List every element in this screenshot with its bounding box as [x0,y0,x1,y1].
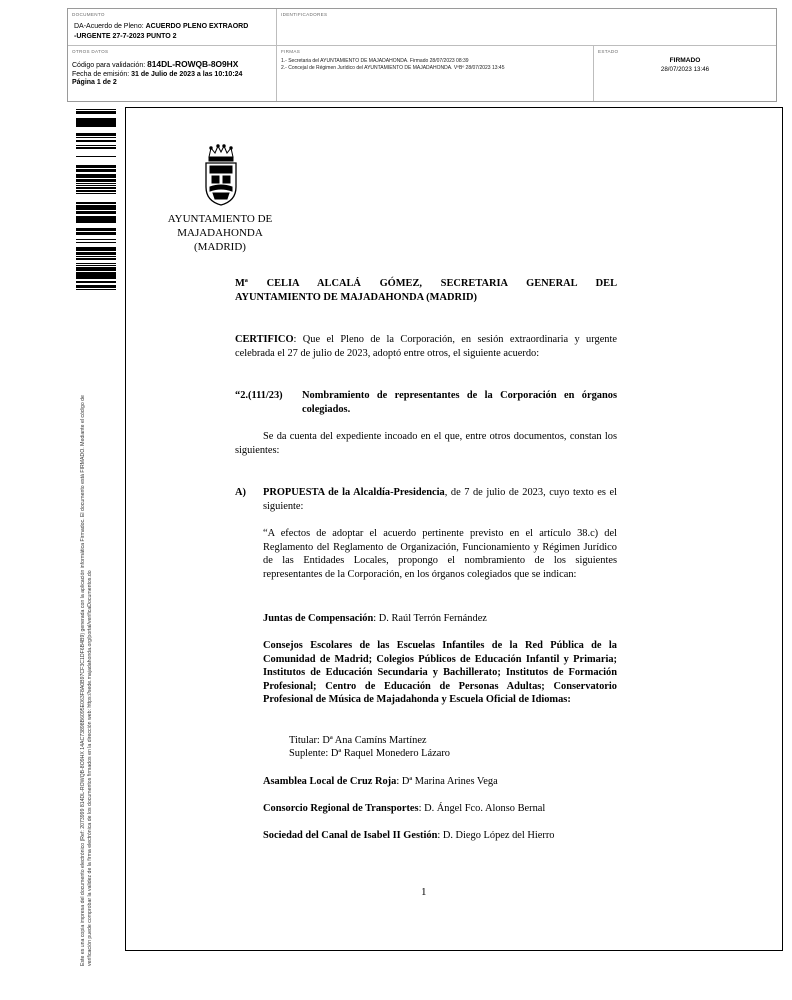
documento-cell [68,9,277,46]
side-note-line-1: Este es una copia impresa del documento electrónico (Ref: 2073999 814DL-ROWQB-8O9HX 14AC73898B6095E063F8A0B97CF3C1DF6B4B9) generada con la aplicación informática Firmadoc. El documento está FIRMADO. Mediante el código de [80,395,86,966]
firmas-cell [277,46,594,101]
org-line-3: (MADRID) [194,240,246,253]
section-letter: A) [235,487,246,498]
identificadores-cell [277,9,776,46]
coat-of-arms-icon [201,143,241,207]
page-number: 1 [421,886,427,898]
canal-label: Sociedad del Canal de Isabel II Gestión [263,830,438,841]
documento-prefix: DA-Acuerdo de Pleno: [74,23,146,30]
canal-text: : D. Diego López del Hierro [437,830,555,841]
firmas-list [281,58,504,73]
certifico-paragraph [235,333,617,360]
otros-datos-text [72,60,242,88]
quote-paragraph: “A efectos de adoptar el acuerdo pertinente previsto en el artículo 38.c) del Reglamento del Reglamento de Organización, Funcionamiento y Régimen Jurídico de las Entidades Locales, propongo el nombramiento de los siguientes representantes de la Corporación, en los órganos colegiados que se indican: [263,528,617,580]
fecha-label: Fecha de emisión: [72,70,132,78]
juntas-text: : D. Raúl Terrón Fernández [373,613,487,624]
signer-line-1: Mª CELIA ALCALÁ GÓMEZ, SECRETARIA GENERAL DEL [235,278,617,289]
side-note-line-2: verificación puede comprobar la validez de la firma electrónica de los documentos firmados en la dirección web: https://sede.majadahonda.org/portal/verificaDocumentos.do [87,570,94,966]
documento-text [74,22,248,41]
verification-side-note [80,286,94,966]
documento-label: DOCUMENTO [72,12,105,17]
consorcio-label: Consorcio Regional de Transportes [263,803,419,814]
estado-date: 28/07/2023 13:46 [660,66,710,73]
organization-name [158,213,282,254]
codigo-label: Código para validación: [72,62,148,69]
fecha-emision: 31 de Julio de 2023 a las 10:10:24 [131,70,243,78]
expediente-paragraph: Se da cuenta del expediente incoado en el que, entre otros documentos, constan los siguientes: [235,431,617,456]
codigo-validacion[interactable]: 814DL-ROWQB-8O9HX [147,59,239,69]
consorcio-paragraph [263,802,617,816]
otros-datos-cell [68,46,277,101]
asamblea-paragraph [263,775,617,789]
consorcio-text: : D. Ángel Fco. Alonso Bernal [418,803,546,814]
barcode-icon [76,107,116,290]
org-line-2: MAJADAHONDA [177,226,263,239]
firma-item-1: 1.- Secretaria del AYUNTAMIENTO DE MAJADAHONDA. Firmado 28/07/2023 08:39 [281,58,469,64]
item-title: Nombramiento de representantes de la Corporación en órganos colegiados. [302,390,617,415]
estado-value: FIRMADO [669,57,701,64]
firma-item-2: 2.- Concejal de Régimen Jurídico del AYUNTAMIENTO DE MAJADAHONDA. VºBº 28/07/2023 13:45 [281,65,505,72]
propuesta-label: PROPUESTA de la Alcaldía-Presidencia [263,487,445,498]
titular-line: Titular: Dª Ana Camíns Martínez [289,735,427,746]
signer-line-2: AYUNTAMIENTO DE MAJADAHONDA (MADRID) [235,292,477,303]
asamblea-text: : Dª Marina Arines Vega [396,776,498,787]
propuesta-text: , de 7 de julio de 2023, cuyo texto es el siguiente: [263,487,617,512]
org-line-1: AYUNTAMIENTO DE [167,213,273,225]
estado-label: ESTADO [598,49,619,54]
item-number: “2.(111/23) [235,390,283,401]
identificadores-label: IDENTIFICADORES [281,12,328,17]
juntas-paragraph [263,612,617,626]
document-header [67,8,777,102]
propuesta-paragraph [263,486,617,513]
consejos-paragraph: Consejos Escolares de las Escuelas Infantiles de la Red Pública de la Comunidad de Madrid; Colegios Públicos de Educación Infantil y Primaria; Institutos de Educación Secundaria y Bachillerato; Institutos de Formación Profesional; Centro de Educación de Personas Adultas; Conservatorio Profesional de Música de Majadahonda y Escuela Oficial de Idiomas: [263,640,617,706]
otros-datos-label: OTROS DATOS [72,49,109,54]
documento-title-1: ACUERDO PLENO EXTRAORD [145,23,249,30]
estado-cell [594,46,776,101]
asamblea-label: Asamblea Local de Cruz Roja [263,776,397,787]
firmas-label: FIRMAS [281,49,301,54]
pagina-indicator: Página 1 de 2 [72,79,117,87]
juntas-label: Juntas de Compensación [263,613,374,624]
documento-title-2: -URGENTE 27-7-2023 PUNTO 2 [74,32,177,40]
canal-paragraph [263,829,617,843]
certifico-label: CERTIFICO [235,334,294,345]
suplente-line: Suplente: Dª Raquel Monedero Lázaro [289,748,450,759]
certifico-text: : Que el Pleno de la Corporación, en sesión extraordinaria y urgente celebrada el 27 de julio de 2023, adoptó entre otros, el siguiente acuerdo: [235,334,617,359]
